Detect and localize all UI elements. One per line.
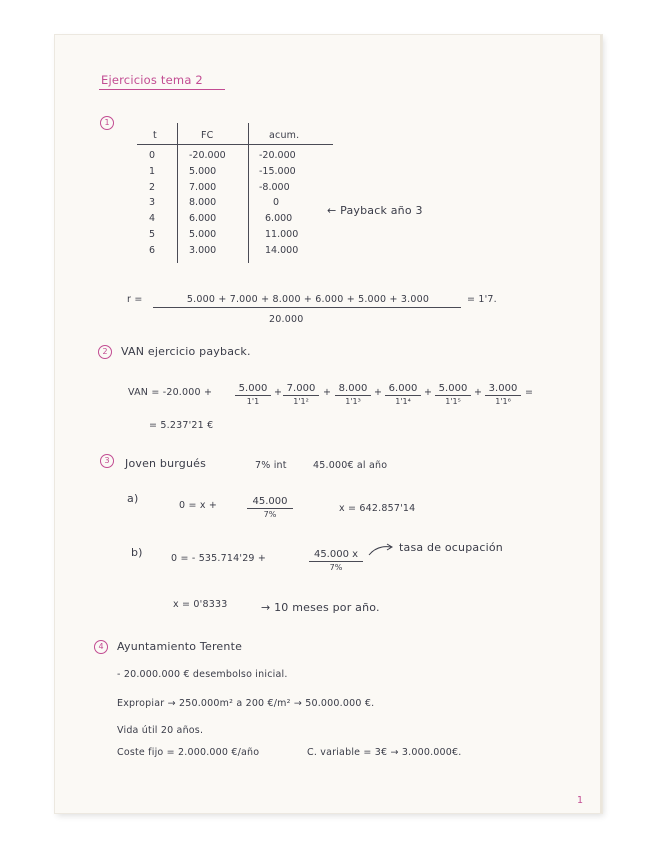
table-cell: -20.000	[259, 150, 296, 161]
table-cell: 7.000	[189, 181, 217, 193]
table-cell: 0	[273, 197, 280, 209]
table-header-rule	[137, 144, 333, 145]
plus-sign: +	[474, 387, 483, 398]
van-fraction-3: 8.000 1'1³	[335, 383, 371, 408]
exercise-4-number: 4	[94, 640, 108, 654]
title-underline	[99, 89, 225, 90]
van-label: VAN = -20.000 +	[128, 387, 213, 398]
plus-sign: +	[374, 387, 383, 398]
table-cell: 14.000	[265, 244, 299, 256]
van-fraction-1: 5.000 1'1	[235, 383, 271, 408]
part-a-result: x = 642.857'14	[339, 503, 416, 514]
table-cell: 8.000	[189, 197, 217, 209]
r-label: r =	[127, 294, 143, 305]
exercise-3-number: 3	[100, 454, 114, 468]
van-fraction-4: 6.000 1'1⁴	[385, 383, 421, 408]
months-note: → 10 meses por año.	[261, 601, 380, 614]
page-number: 1	[577, 795, 584, 806]
table-cell: -20.000	[189, 150, 226, 161]
annual-income: 45.000€ al año	[313, 460, 388, 471]
table-cell: 6.000	[189, 213, 217, 225]
table-cell: 11.000	[265, 228, 299, 240]
initial-outlay: - 20.000.000 € desembolso inicial.	[117, 669, 288, 680]
table-cell: 3	[149, 197, 156, 209]
van-fraction-6: 3.000 1'1⁶	[485, 383, 521, 408]
equals-sign: =	[525, 387, 534, 398]
header-acum: acum.	[269, 130, 300, 141]
variable-cost-line: C. variable = 3€ → 3.000.000€.	[307, 747, 462, 758]
table-rule-2	[248, 123, 249, 263]
table-cell: 6	[149, 244, 156, 256]
table-rule-1	[177, 123, 178, 263]
x-result: x = 0'8333	[173, 599, 228, 610]
exercise-3-heading: Joven burgués	[125, 457, 207, 470]
table-cell: 6.000	[265, 213, 293, 225]
part-a-label: a)	[127, 492, 139, 505]
notebook-page	[55, 35, 602, 813]
r-numerator: 5.000 + 7.000 + 8.000 + 6.000 + 5.000 + 3.000	[186, 294, 430, 305]
payback-note: ← Payback año 3	[327, 204, 423, 217]
van-result: = 5.237'21 €	[149, 420, 214, 431]
header-fc: FC	[201, 130, 214, 141]
fixed-cost-line: Coste fijo = 2.000.000 €/año	[117, 747, 260, 758]
useful-life-line: Vida útil 20 años.	[117, 725, 204, 736]
part-a-fraction: 45.000 7%	[247, 496, 293, 521]
column-t	[149, 148, 155, 259]
part-b-equation: 0 = - 535.714'29 +	[171, 553, 267, 564]
r-denominator: 20.000	[269, 314, 304, 325]
page-title: Ejercicios tema 2	[101, 73, 203, 87]
exercise-2-number: 2	[98, 345, 112, 359]
part-b-label: b)	[131, 546, 143, 559]
table-cell: -15.000	[259, 165, 296, 177]
exercise-1-number: 1	[100, 116, 114, 130]
interest-rate: 7% int	[255, 460, 287, 471]
r-result: = 1'7.	[467, 294, 497, 305]
table-cell: 4	[149, 213, 156, 225]
table-cell: 5.000	[189, 165, 217, 177]
table-cell: 2	[149, 181, 156, 193]
plus-sign: +	[274, 387, 283, 398]
exercise-4-heading: Ayuntamiento Terente	[117, 640, 243, 653]
plus-sign: +	[424, 387, 433, 398]
part-a-equation: 0 = x +	[179, 500, 218, 511]
r-fraction-bar	[153, 307, 461, 308]
table-cell: 3.000	[189, 244, 217, 256]
table-cell: -8.000	[259, 181, 290, 193]
table-cell: 1	[149, 165, 156, 177]
occupancy-note: tasa de ocupación	[399, 541, 503, 554]
header-t: t	[153, 130, 157, 141]
table-cell: 5.000	[189, 228, 217, 240]
plus-sign: +	[323, 387, 332, 398]
column-fc	[189, 148, 226, 259]
table-cell: 5	[149, 228, 156, 240]
expropriation-line: Expropiar → 250.000m² a 200 €/m² → 50.000.000 €.	[117, 698, 375, 709]
van-fraction-5: 5.000 1'1⁵	[435, 383, 471, 408]
exercise-2-heading: VAN ejercicio payback.	[121, 345, 251, 358]
table-cell: 0	[149, 150, 156, 161]
column-acum	[259, 148, 298, 259]
part-b-fraction: 45.000 x 7%	[309, 549, 363, 574]
van-fraction-2: 7.000 1'1²	[283, 383, 319, 408]
curved-arrow-icon	[367, 543, 397, 557]
